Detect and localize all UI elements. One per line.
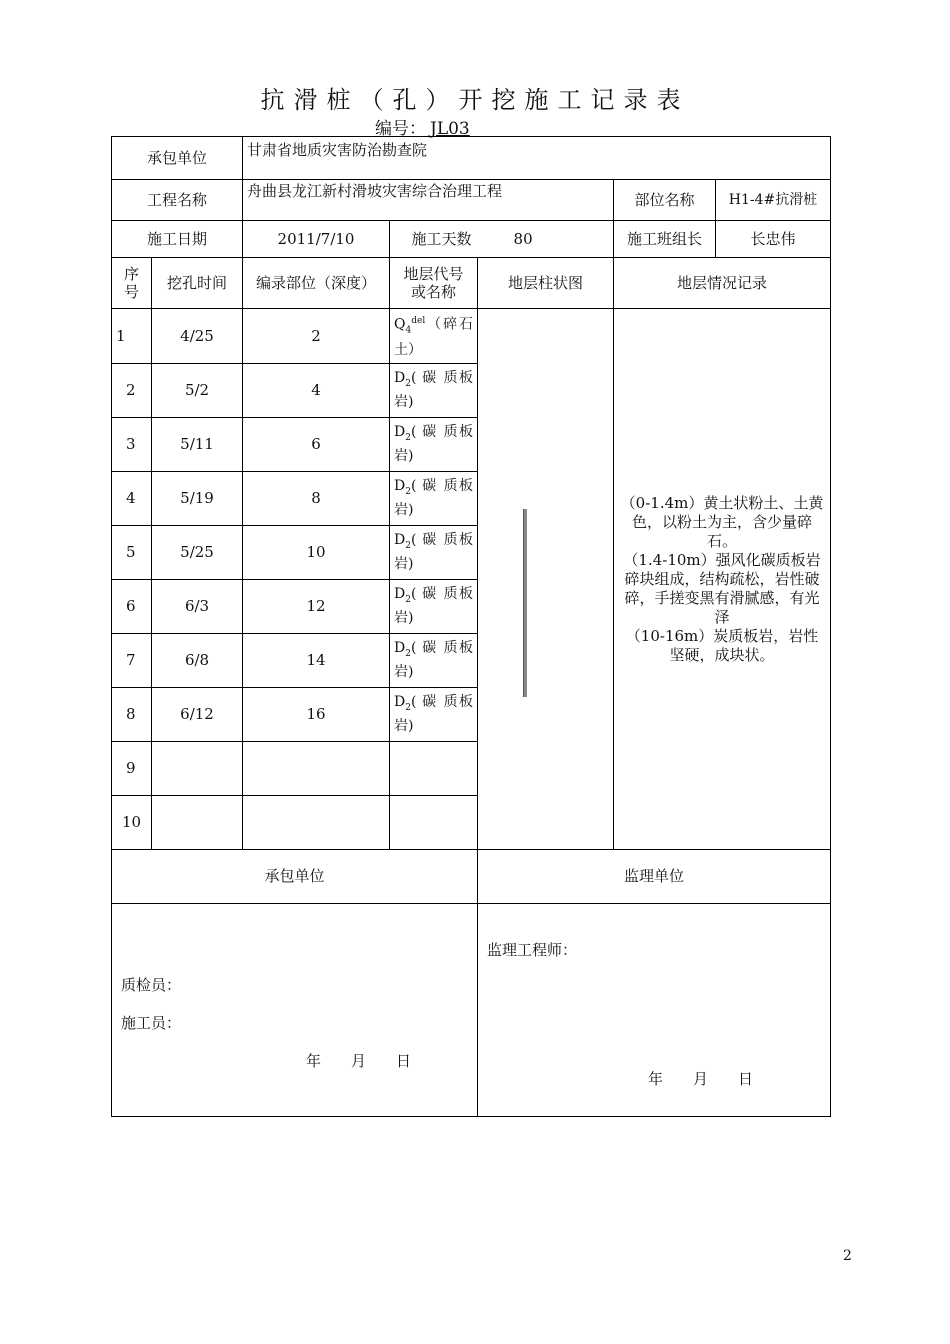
row-depth: 8: [243, 472, 390, 526]
contractor-value: 甘肃省地质灾害防治勘查院: [243, 137, 831, 180]
row-stratum: [390, 796, 478, 850]
row-stratum: $D_2$( 碳 质板岩): [390, 472, 478, 526]
row-seq: 1: [112, 309, 152, 364]
sign-header-row: [112, 850, 831, 904]
row-depth: [243, 742, 390, 796]
days-value: 80: [513, 229, 533, 248]
header-record: 地层情况记录: [614, 258, 831, 309]
row-stratum: $D_2$( 碳 质板岩): [390, 364, 478, 418]
row-stratum: $D_2$( 碳 质板岩): [390, 580, 478, 634]
row-seq: 3: [112, 418, 152, 472]
excavation-record-table: [111, 136, 831, 1117]
stratum-column-chart: [478, 309, 614, 850]
code-label: 编号：: [375, 119, 426, 139]
inspector-label: 质检员：: [121, 976, 182, 994]
record-line-1: （0-1.4m）黄土状粉土、土黄色，以粉土为主，含少量碎石。: [620, 493, 824, 550]
row-time: 4/25: [152, 309, 243, 364]
row-stratum: $D_2$( 碳 质板岩): [390, 418, 478, 472]
sign-contractor-label: 承包单位: [112, 850, 478, 904]
part-label: 部位名称: [614, 180, 716, 221]
sign-supervisor-area: [478, 904, 831, 1117]
row-seq: 5: [112, 526, 152, 580]
row-depth: [243, 796, 390, 850]
project-label: 工程名称: [112, 180, 243, 221]
header-depth: 编录部位（深度）: [243, 258, 390, 309]
row-seq: 10: [112, 796, 152, 850]
row-depth: 6: [243, 418, 390, 472]
worker-label: 施工员：: [121, 1014, 182, 1032]
row-depth: 2: [243, 309, 390, 364]
row-seq: 6: [112, 580, 152, 634]
page-title: 抗滑桩（孔）开挖施工记录表: [260, 86, 690, 114]
date-value: 2011/7/10: [243, 221, 390, 258]
stratum-record: [614, 309, 831, 850]
row-time: 5/2: [152, 364, 243, 418]
header-stratum-code: 地层代号或名称: [390, 258, 478, 309]
stratum-column-bar: [523, 509, 527, 697]
row-seq: 4: [112, 472, 152, 526]
contractor-sign-date: 年 月 日: [306, 1052, 412, 1070]
date-label: 施工日期: [112, 221, 243, 258]
header-seq: 序号: [112, 258, 152, 309]
engineer-label: 监理工程师：: [487, 941, 578, 959]
part-value: H1-4#抗滑桩: [716, 180, 831, 221]
row-depth: 10: [243, 526, 390, 580]
row-time: 5/19: [152, 472, 243, 526]
header-dig-time: 挖孔时间: [152, 258, 243, 309]
leader-value: 长忠伟: [716, 221, 831, 258]
code-value: JL03: [430, 119, 470, 139]
row-depth: 14: [243, 634, 390, 688]
row-seq: 9: [112, 742, 152, 796]
table-row: [112, 309, 831, 364]
days-label: 施工天数 80: [478, 221, 614, 258]
info-row-project: [112, 180, 831, 221]
contractor-label: 承包单位: [112, 137, 243, 180]
row-time: [152, 742, 243, 796]
row-stratum: $D_2$( 碳 质板岩): [390, 634, 478, 688]
row-depth: 12: [243, 580, 390, 634]
row-time: 5/11: [152, 418, 243, 472]
row-time: 6/3: [152, 580, 243, 634]
project-value: 舟曲县龙江新村滑坡灾害综合治理工程: [243, 180, 614, 221]
sign-body-row: [112, 904, 831, 1117]
header-row: [112, 258, 831, 309]
row-time: [152, 796, 243, 850]
row-stratum: [390, 742, 478, 796]
header-column: 地层柱状图: [478, 258, 614, 309]
row-stratum: $D_2$( 碳 质板岩): [390, 526, 478, 580]
row-seq: 8: [112, 688, 152, 742]
record-line-2: （1.4-10m）强风化碳质板岩碎块组成，结构疏松，岩性破碎，手搓变黑有滑腻感，有光泽: [623, 550, 821, 626]
row-seq: 7: [112, 634, 152, 688]
sign-supervisor-label: 监理单位: [478, 850, 831, 904]
row-depth: 4: [243, 364, 390, 418]
info-row-contractor: [112, 137, 831, 180]
row-time: 6/8: [152, 634, 243, 688]
leader-label: 施工班组长: [614, 221, 716, 258]
info-row-date: [112, 221, 831, 258]
sign-contractor-area: [112, 904, 478, 1117]
row-stratum: $Q_4^{del}$（碎石土）: [390, 309, 478, 364]
row-time: 6/12: [152, 688, 243, 742]
row-time: 5/25: [152, 526, 243, 580]
row-seq: 2: [112, 364, 152, 418]
supervisor-sign-date: 年 月 日: [648, 1070, 754, 1088]
page-number: 2: [843, 1248, 852, 1264]
row-stratum: $D_2$( 碳 质板岩): [390, 688, 478, 742]
row-depth: 16: [243, 688, 390, 742]
record-line-3: （10-16m）炭质板岩，岩性坚硬，成块状。: [625, 626, 819, 664]
